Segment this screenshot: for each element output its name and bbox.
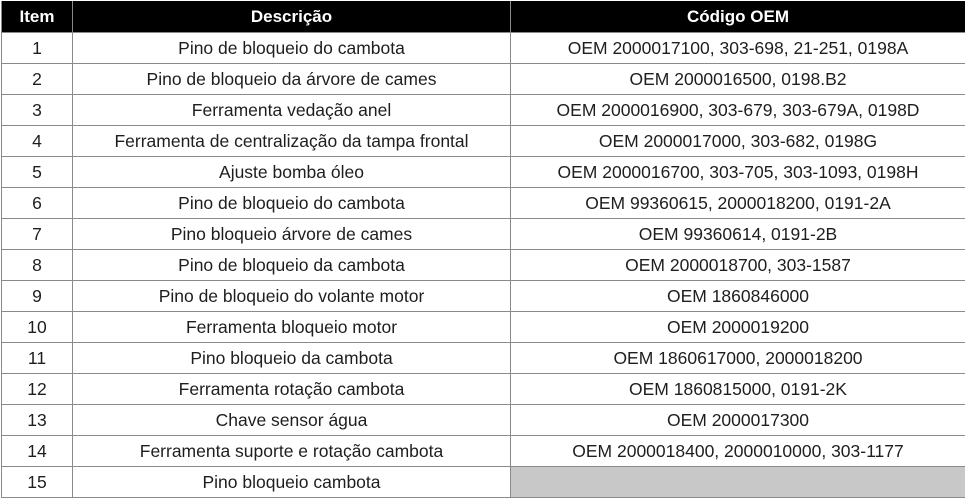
cell-item: 2 [2, 64, 73, 95]
cell-item: 13 [2, 405, 73, 436]
table-row [2, 64, 965, 95]
tools-table [1, 1, 965, 498]
cell-oem-code: OEM 99360614, 0191-2B [511, 219, 965, 250]
table-row [2, 95, 965, 126]
table-row [2, 281, 965, 312]
table-header [2, 1, 965, 33]
header-row [2, 1, 965, 33]
cell-item: 15 [2, 467, 73, 498]
table-row [2, 467, 965, 498]
cell-oem-code: OEM 1860846000 [511, 281, 965, 312]
cell-item: 4 [2, 126, 73, 157]
cell-description: Pino de bloqueio do volante motor [73, 281, 511, 312]
header-item: Item [2, 1, 73, 33]
cell-oem-code: OEM 1860617000, 2000018200 [511, 343, 965, 374]
cell-item: 5 [2, 157, 73, 188]
table-row [2, 436, 965, 467]
cell-oem-code: OEM 2000017100, 303-698, 21-251, 0198A [511, 33, 965, 64]
cell-item: 1 [2, 33, 73, 64]
cell-oem-code: OEM 2000016900, 303-679, 303-679A, 0198D [511, 95, 965, 126]
cell-description: Ferramenta de centralização da tampa frontal [73, 126, 511, 157]
cell-item: 12 [2, 374, 73, 405]
table-row [2, 312, 965, 343]
cell-oem-code: OEM 2000019200 [511, 312, 965, 343]
table-row [2, 405, 965, 436]
cell-item: 8 [2, 250, 73, 281]
cell-item: 9 [2, 281, 73, 312]
cell-oem-code: OEM 2000016700, 303-705, 303-1093, 0198H [511, 157, 965, 188]
table-row [2, 250, 965, 281]
table-row [2, 374, 965, 405]
cell-oem-code [511, 467, 965, 498]
cell-item: 6 [2, 188, 73, 219]
cell-description: Pino bloqueio da cambota [73, 343, 511, 374]
cell-description: Pino bloqueio cambota [73, 467, 511, 498]
cell-description: Chave sensor água [73, 405, 511, 436]
header-oem-code: Código OEM [511, 1, 965, 33]
cell-oem-code: OEM 2000017300 [511, 405, 965, 436]
cell-oem-code: OEM 2000018400, 2000010000, 303-1177 [511, 436, 965, 467]
cell-oem-code: OEM 1860815000, 0191-2K [511, 374, 965, 405]
cell-item: 11 [2, 343, 73, 374]
cell-item: 10 [2, 312, 73, 343]
cell-description: Pino de bloqueio do cambota [73, 33, 511, 64]
cell-description: Pino de bloqueio da árvore de cames [73, 64, 511, 95]
cell-item: 14 [2, 436, 73, 467]
cell-oem-code: OEM 2000017000, 303-682, 0198G [511, 126, 965, 157]
table-row [2, 343, 965, 374]
cell-oem-code: OEM 2000018700, 303-1587 [511, 250, 965, 281]
table-body [2, 33, 965, 498]
table-row [2, 188, 965, 219]
cell-oem-code: OEM 2000016500, 0198.B2 [511, 64, 965, 95]
cell-description: Ferramenta suporte e rotação cambota [73, 436, 511, 467]
header-description: Descrição [73, 1, 511, 33]
cell-oem-code: OEM 99360615, 2000018200, 0191-2A [511, 188, 965, 219]
cell-description: Ferramenta rotação cambota [73, 374, 511, 405]
cell-description: Ferramenta bloqueio motor [73, 312, 511, 343]
cell-description: Ferramenta vedação anel [73, 95, 511, 126]
table-row [2, 157, 965, 188]
table-row [2, 219, 965, 250]
cell-description: Ajuste bomba óleo [73, 157, 511, 188]
cell-item: 7 [2, 219, 73, 250]
cell-description: Pino de bloqueio do cambota [73, 188, 511, 219]
cell-description: Pino bloqueio árvore de cames [73, 219, 511, 250]
cell-description: Pino de bloqueio da cambota [73, 250, 511, 281]
cell-item: 3 [2, 95, 73, 126]
table-row [2, 33, 965, 64]
table-row [2, 126, 965, 157]
